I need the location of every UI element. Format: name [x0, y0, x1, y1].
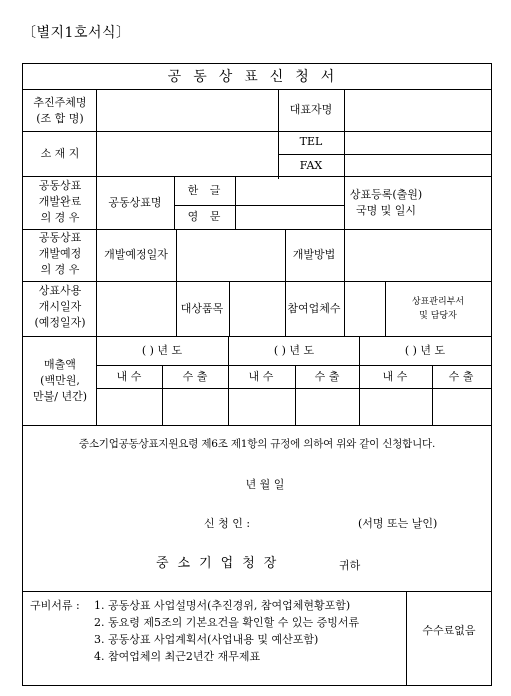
rule	[406, 591, 407, 685]
document-item: 3. 공동상표 사업계획서(사업내용 및 예산포함)	[94, 633, 319, 646]
rule	[285, 281, 286, 336]
domestic-label-3: 내 수	[382, 370, 408, 383]
rule	[176, 281, 177, 336]
rule	[229, 281, 230, 336]
export-label-1: 수 출	[182, 370, 208, 383]
sales-year-2: ( ) 년 도	[273, 344, 315, 357]
trademark-name-label: 공동상표명	[108, 196, 162, 209]
management-dept-line2: 및 담당자	[419, 311, 457, 321]
rule	[278, 89, 279, 179]
rule	[174, 176, 175, 229]
domestic-label-1: 내 수	[116, 370, 142, 383]
fee-note: 수수료없음	[422, 624, 476, 637]
document-item: 2. 동요령 제5조의 기본요건을 확인할 수 있는 증빙서류	[94, 616, 360, 629]
rule	[228, 336, 229, 425]
development-method-label: 개발방법	[292, 248, 336, 261]
rule	[344, 281, 345, 336]
rule	[359, 336, 360, 425]
rule	[23, 281, 491, 282]
planned-label-line2: 개발예정	[38, 247, 82, 260]
developed-label-line3: 의 경 우	[40, 211, 80, 224]
registration-label-line1: 상표등록(출원)	[349, 188, 423, 201]
rule	[295, 365, 296, 425]
tel-label: TEL	[299, 135, 323, 148]
seal-note: (서명 또는 날인)	[358, 517, 438, 530]
target-items-label: 대상품목	[180, 302, 224, 315]
participating-companies-label: 참여업체수	[287, 302, 341, 315]
document-item: 1. 공동상표 사업설명서(추진경위, 참여업체현황포함)	[94, 599, 351, 612]
rule	[23, 176, 491, 177]
planned-date-label: 개발예정일자	[104, 248, 168, 261]
usage-label-line2: 개시일자	[38, 300, 82, 313]
rule	[176, 229, 177, 281]
rule	[344, 176, 345, 229]
export-label-3: 수 출	[448, 370, 474, 383]
rule	[285, 229, 286, 281]
domestic-label-2: 내 수	[248, 370, 274, 383]
rule	[174, 205, 344, 206]
management-dept-line1: 상표관리부서	[411, 297, 465, 307]
rule	[162, 365, 163, 425]
sales-label-line3: 만불/ 년간)	[33, 390, 87, 403]
usage-label-line3: (예정일자)	[34, 316, 86, 329]
rule	[23, 591, 491, 592]
export-label-2: 수 출	[314, 370, 340, 383]
addressee: 중소기업청장	[156, 556, 286, 571]
developed-label-line1: 공동상표	[38, 179, 82, 192]
declaration-text: 중소기업공동상표지원요령 제6조 제1항의 규정에 의하여 위와 같이 신청합니다.	[78, 438, 436, 450]
sales-year-1: ( ) 년 도	[141, 344, 183, 357]
documents-heading: 구비서류 :	[30, 599, 80, 612]
document-item: 4. 참여업체의 최근2년간 재무제표	[94, 650, 261, 663]
korean-name-label: 한 글	[187, 184, 225, 197]
rule	[344, 89, 345, 179]
planned-label-line1: 공동상표	[38, 231, 82, 244]
english-name-label: 영 문	[187, 210, 225, 223]
form-title: 공동상표신청서	[167, 69, 347, 85]
fax-label: FAX	[299, 159, 323, 172]
application-form	[22, 63, 492, 686]
rule	[96, 89, 97, 425]
applicant-name-label: 추진주체명	[33, 96, 87, 109]
rule	[385, 281, 386, 336]
rule	[235, 176, 236, 229]
rule	[23, 229, 491, 230]
applicant-sign-label: 신 청 인 :	[204, 517, 251, 530]
addressee-suffix: 귀하	[339, 559, 361, 572]
developed-label-line2: 개발완료	[38, 195, 82, 208]
sales-label-line2: (백만원,	[40, 374, 80, 387]
registration-label-line2: 국명 및 일시	[355, 204, 417, 217]
address-label: 소 재 지	[40, 147, 80, 160]
rule	[23, 131, 491, 132]
rule	[23, 89, 491, 90]
rule	[278, 154, 491, 155]
date-line: 년 월 일	[245, 478, 285, 491]
sales-year-3: ( ) 년 도	[404, 344, 446, 357]
representative-label: 대표자명	[289, 103, 333, 116]
planned-label-line3: 의 경 우	[40, 263, 80, 276]
rule	[23, 425, 491, 426]
rule	[344, 229, 345, 281]
rule	[432, 365, 433, 425]
applicant-name-sublabel: (조 합 명)	[36, 112, 84, 125]
sales-label-line1: 매출액	[44, 358, 76, 371]
rule	[23, 336, 491, 337]
form-number-label: 〔별지1호서식〕	[22, 25, 131, 41]
usage-label-line1: 상표사용	[38, 284, 82, 297]
